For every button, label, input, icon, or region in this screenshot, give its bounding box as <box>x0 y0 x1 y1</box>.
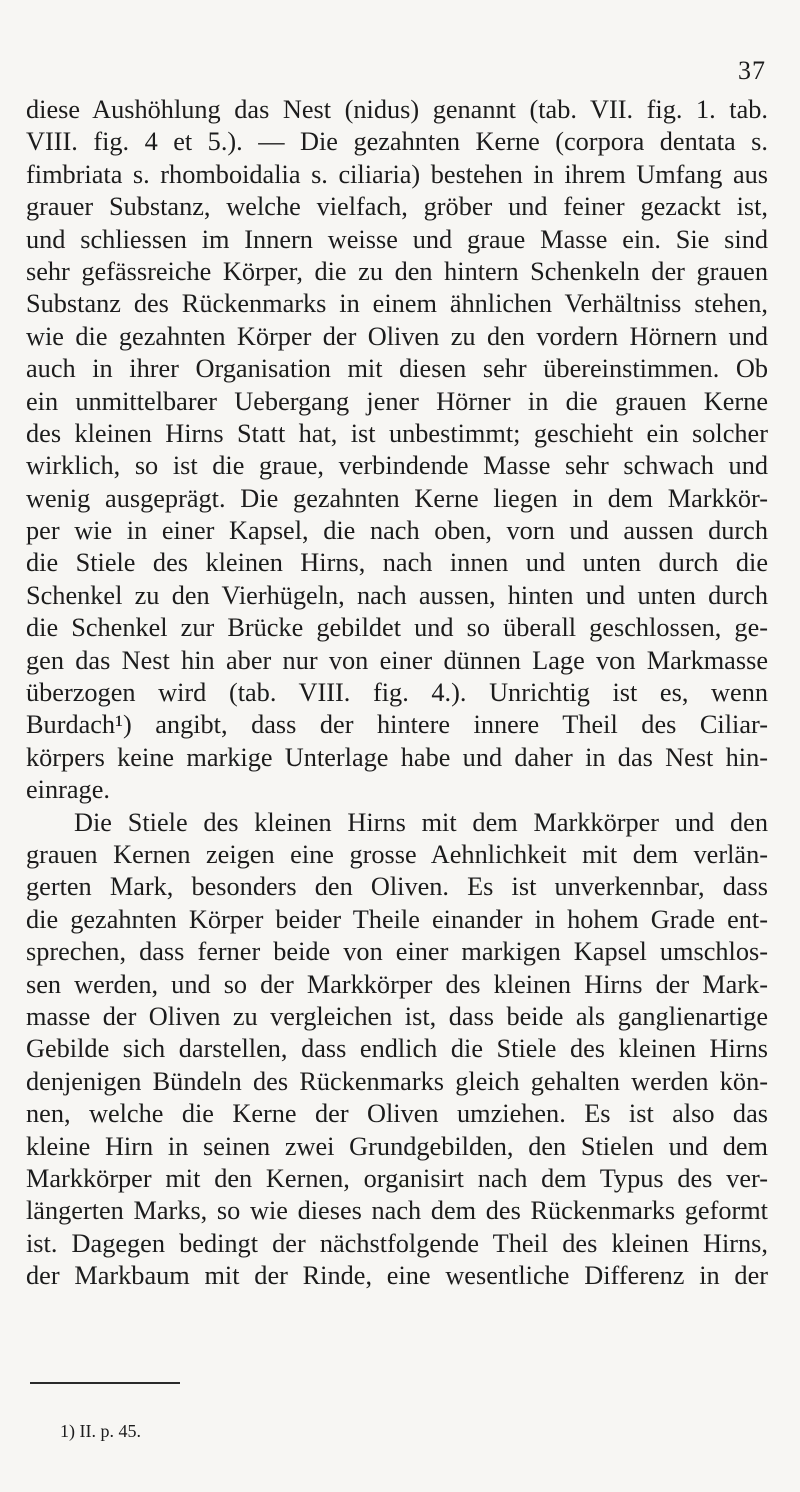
text-line: masse der Oliven zu vergleichen ist, dass beide als ganglienartige <box>26 1001 768 1031</box>
page-number: 37 <box>738 56 766 85</box>
text-line: sprechen, dass ferner beide von einer markigen Kapsel umschlos- <box>26 937 768 967</box>
text-line: sehr gefässreiche Körper, die zu den hintern Schenkeln der grauen <box>26 256 768 286</box>
footnote: 1) II. p. 45. <box>60 1421 141 1441</box>
text-line: ist. Dagegen bedingt der nächstfolgende Theil des kleinen Hirns, <box>26 1228 768 1258</box>
text-line: überzogen wird (tab. VIII. fig. 4.). Unrichtig ist es, wenn <box>26 678 768 708</box>
text-line: ein unmittelbarer Uebergang jener Hörner in die grauen Kerne <box>26 386 768 416</box>
body-text <box>26 94 768 1292</box>
text-line: kleine Hirn in seinen zwei Grundgebilden, den Stielen und dem <box>26 1131 768 1161</box>
text-line: wenig ausgeprägt. Die gezahnten Kerne liegen in dem Markkör- <box>26 483 768 513</box>
text-line: die gezahnten Körper beider Theile einander in hohem Grade ent- <box>26 904 768 934</box>
text-line: Substanz des Rückenmarks in einem ähnlichen Verhältniss stehen, <box>26 289 768 319</box>
text-line: des kleinen Hirns Statt hat, ist unbestimmt; geschieht ein solcher <box>26 418 768 448</box>
text-line: wie die gezahnten Körper der Oliven zu den vordern Hörnern und <box>26 321 768 351</box>
text-line: per wie in einer Kapsel, die nach oben, vorn und aussen durch <box>26 516 768 546</box>
text-line: nen, welche die Kerne der Oliven umziehen. Es ist also das <box>26 1099 768 1129</box>
text-line: gen das Nest hin aber nur von einer dünnen Lage von Markmasse <box>26 645 768 675</box>
text-line: denjenigen Bündeln des Rückenmarks gleich gehalten werden kön- <box>26 1066 768 1096</box>
text-line: gerten Mark, besonders den Oliven. Es ist unverkennbar, dass <box>26 872 768 902</box>
text-line: die Schenkel zur Brücke gebildet und so überall geschlossen, ge- <box>26 613 768 643</box>
text-line: Schenkel zu den Vierhügeln, nach aussen, hinten und unten durch <box>26 580 768 610</box>
text-line: sen werden, und so der Markkörper des kleinen Hirns der Mark- <box>26 969 768 999</box>
text-line: auch in ihrer Organisation mit diesen sehr übereinstimmen. Ob <box>26 354 768 384</box>
text-line: diese Aushöhlung das Nest (nidus) genannt (tab. VII. fig. 1. tab. <box>26 95 768 124</box>
text-line: Markkörper mit den Kernen, organisirt nach dem Typus des ver- <box>26 1163 768 1193</box>
text-line: körpers keine markige Unterlage habe und daher in das Nest hin- <box>26 742 768 772</box>
text-line: VIII. fig. 4 et 5.). — Die gezahnten Kerne (corpora dentata s. <box>26 127 768 157</box>
text-line: wirklich, so ist die graue, verbindende Masse sehr schwach und <box>26 451 768 481</box>
footnote-rule <box>30 1382 180 1384</box>
text-line: einrage. <box>26 775 110 805</box>
text-line: fimbriata s. rhomboidalia s. ciliaria) bestehen in ihrem Umfang aus <box>26 159 768 189</box>
text-line: grauen Kernen zeigen eine grosse Aehnlichkeit mit dem verlän- <box>26 839 768 869</box>
text-line: die Stiele des kleinen Hirns, nach innen und unten durch die <box>26 548 768 578</box>
text-line: Burdach¹) angibt, dass der hintere innere Theil des Ciliar- <box>26 710 768 740</box>
text-line: der Markbaum mit der Rinde, eine wesentliche Differenz in der <box>26 1261 768 1291</box>
text-line: längerten Marks, so wie dieses nach dem des Rückenmarks geformt <box>26 1196 768 1226</box>
text-line: Die Stiele des kleinen Hirns mit dem Markkörper und den <box>74 807 768 837</box>
text-line: Gebilde sich darstellen, dass endlich die Stiele des kleinen Hirns <box>26 1034 768 1064</box>
text-line: und schliessen im Innern weisse und graue Masse ein. Sie sind <box>26 224 768 254</box>
text-line: grauer Substanz, welche vielfach, gröber und feiner gezackt ist, <box>26 192 768 222</box>
